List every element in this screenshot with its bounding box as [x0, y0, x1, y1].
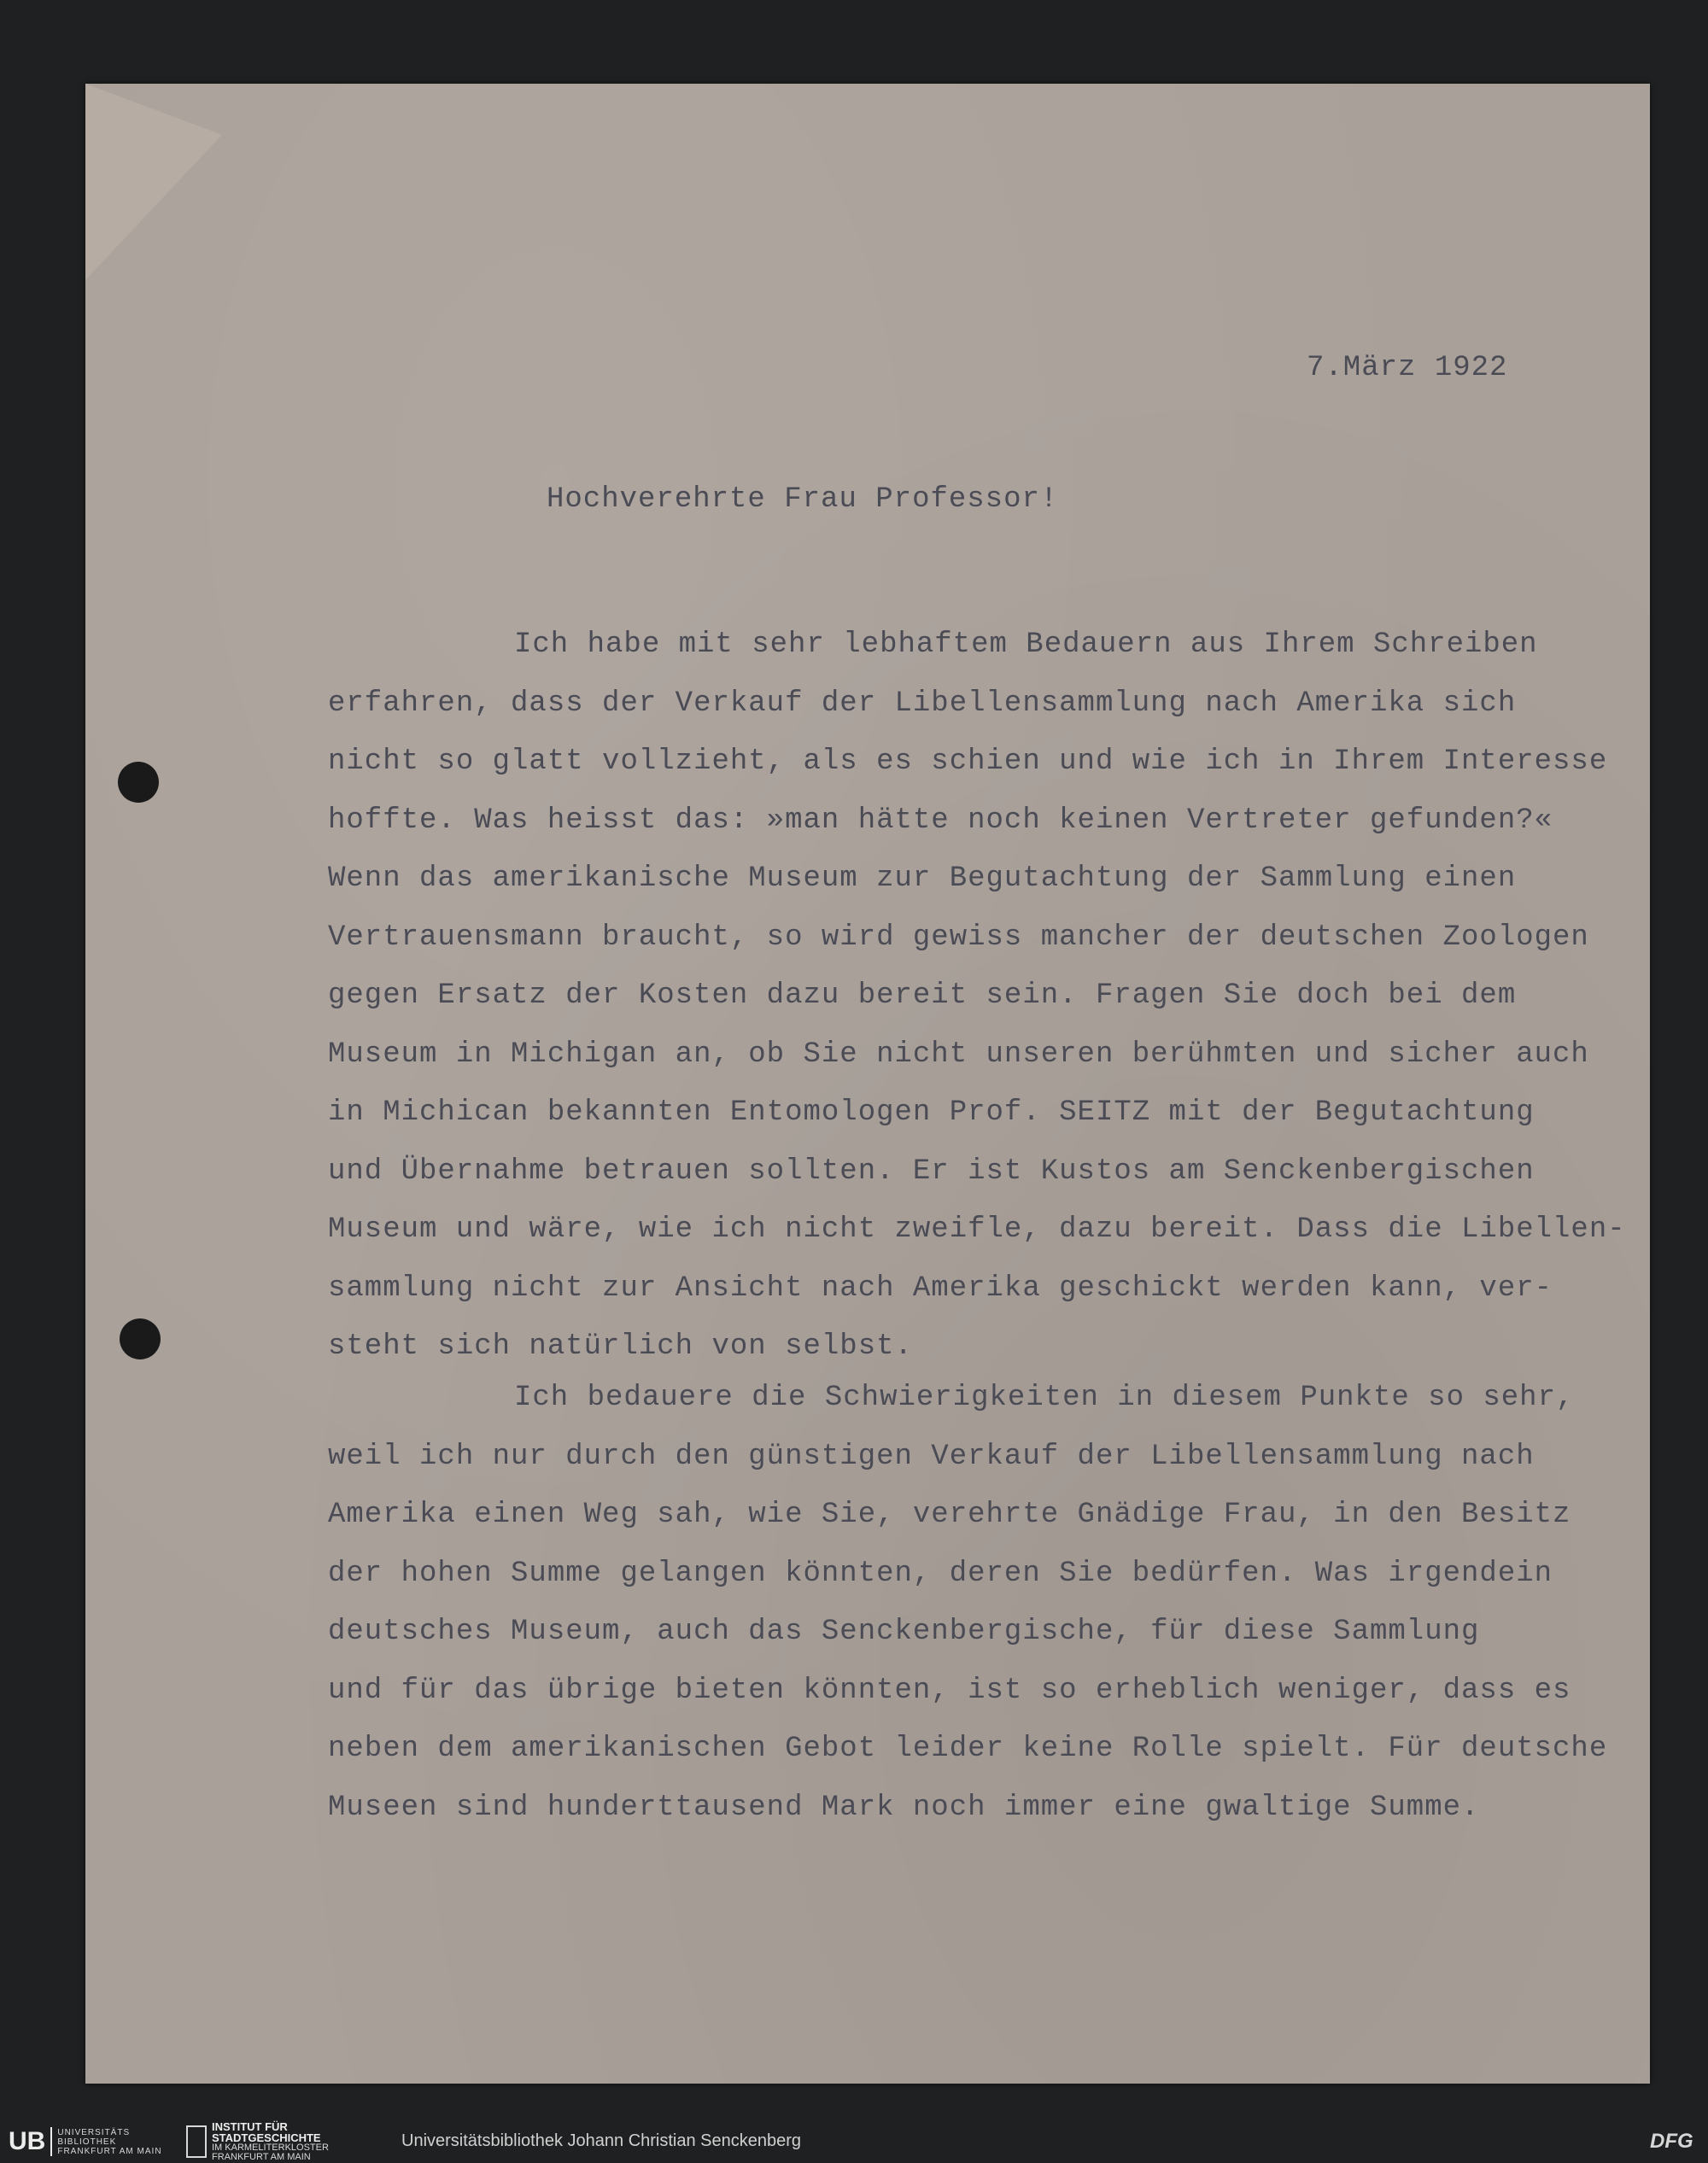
isg-logo-line: FRANKFURT AM MAIN [212, 2152, 311, 2162]
ub-logo-line: BIBLIOTHEK [57, 2137, 117, 2147]
letter-line: weil ich nur durch den günstigen Verkauf der Libellensammlung nach [328, 1440, 1535, 1473]
letter-line: Museum in Michigan an, ob Sie nicht unseren berühmten und sicher auch [328, 1038, 1589, 1071]
letter-line: Museum und wäre, wie ich nicht zweifle, dazu bereit. Dass die Libellen- [328, 1213, 1626, 1246]
letter-line: Ich habe mit sehr lebhaftem Bedauern aus Ihrem Schreiben [514, 628, 1538, 661]
letter-date: 7.März 1922 [1307, 352, 1508, 384]
letter-line: und für das übrige bieten könnten, ist so erheblich weniger, dass es [328, 1674, 1571, 1707]
letter-line: hoffte. Was heisst das: »man hätte noch keinen Vertreter gefunden?« [328, 804, 1553, 837]
letter-line: Amerika einen Weg sah, wie Sie, verehrte Gnädige Frau, in den Besitz [328, 1499, 1571, 1531]
letter-line: neben dem amerikanischen Gebot leider keine Rolle spielt. Für deutsche [328, 1733, 1608, 1765]
letter-line: Ich bedauere die Schwierigkeiten in diesem Punkte so sehr, [514, 1382, 1575, 1414]
letter-line: Vertrauensmann braucht, so wird gewiss mancher der deutschen Zoologen [328, 921, 1589, 954]
letter-line: Wenn das amerikanische Museum zur Begutachtung der Sammlung einen [328, 862, 1517, 895]
ub-logo-line: FRANKFURT AM MAIN [57, 2146, 162, 2156]
ub-logo [9, 2124, 162, 2160]
ub-logo-text [57, 2128, 161, 2156]
letter-line: deutsches Museum, auch das Senckenbergische, für diese Sammlung [328, 1616, 1480, 1648]
letter-line: der hohen Summe gelangen könnten, deren Sie bedürfen. Was irgendein [328, 1557, 1553, 1590]
letter-line: nicht so glatt vollzieht, als es schien und wie ich in Ihrem Interesse [328, 745, 1608, 778]
punch-hole [118, 762, 159, 803]
letter-line: und Übernahme betrauen sollten. Er ist Kustos am Senckenbergischen [328, 1155, 1535, 1188]
footer-caption: Universitätsbibliothek Johann Christian Senckenberg [401, 2131, 802, 2150]
letter-line: sammlung nicht zur Ansicht nach Amerika geschickt werden kann, ver- [328, 1271, 1553, 1305]
punch-hole [120, 1318, 161, 1359]
isg-logo [186, 2120, 329, 2162]
letter-line: gegen Ersatz der Kosten dazu bereit sein. Fragen Sie doch bei dem [328, 979, 1517, 1012]
letter-line: erfahren, dass der Verkauf der Libellensammlung nach Amerika sich [328, 687, 1517, 720]
ub-logo-line: UNIVERSITÄTS [57, 2127, 131, 2137]
ub-logo-mark: UB [9, 2127, 52, 2156]
isg-logo-line: STADTGESCHICHTE [212, 2131, 321, 2144]
dfg-logo: DFG [1650, 2130, 1693, 2153]
isg-logo-text [212, 2121, 329, 2162]
letter-line: steht sich natürlich von selbst. [328, 1330, 913, 1363]
letter-salutation: Hochverehrte Frau Professor! [547, 483, 1059, 516]
letter-line: in Michican bekannten Entomologen Prof. SEITZ mit der Begutachtung [328, 1096, 1535, 1129]
isg-logo-line: INSTITUT FÜR [212, 2120, 288, 2133]
letter-line: Museen sind hunderttausend Mark noch immer eine gwaltige Summe. [328, 1791, 1480, 1824]
isg-logo-icon [186, 2125, 207, 2158]
isg-logo-line: IM KARMELITERKLOSTER [212, 2143, 329, 2153]
